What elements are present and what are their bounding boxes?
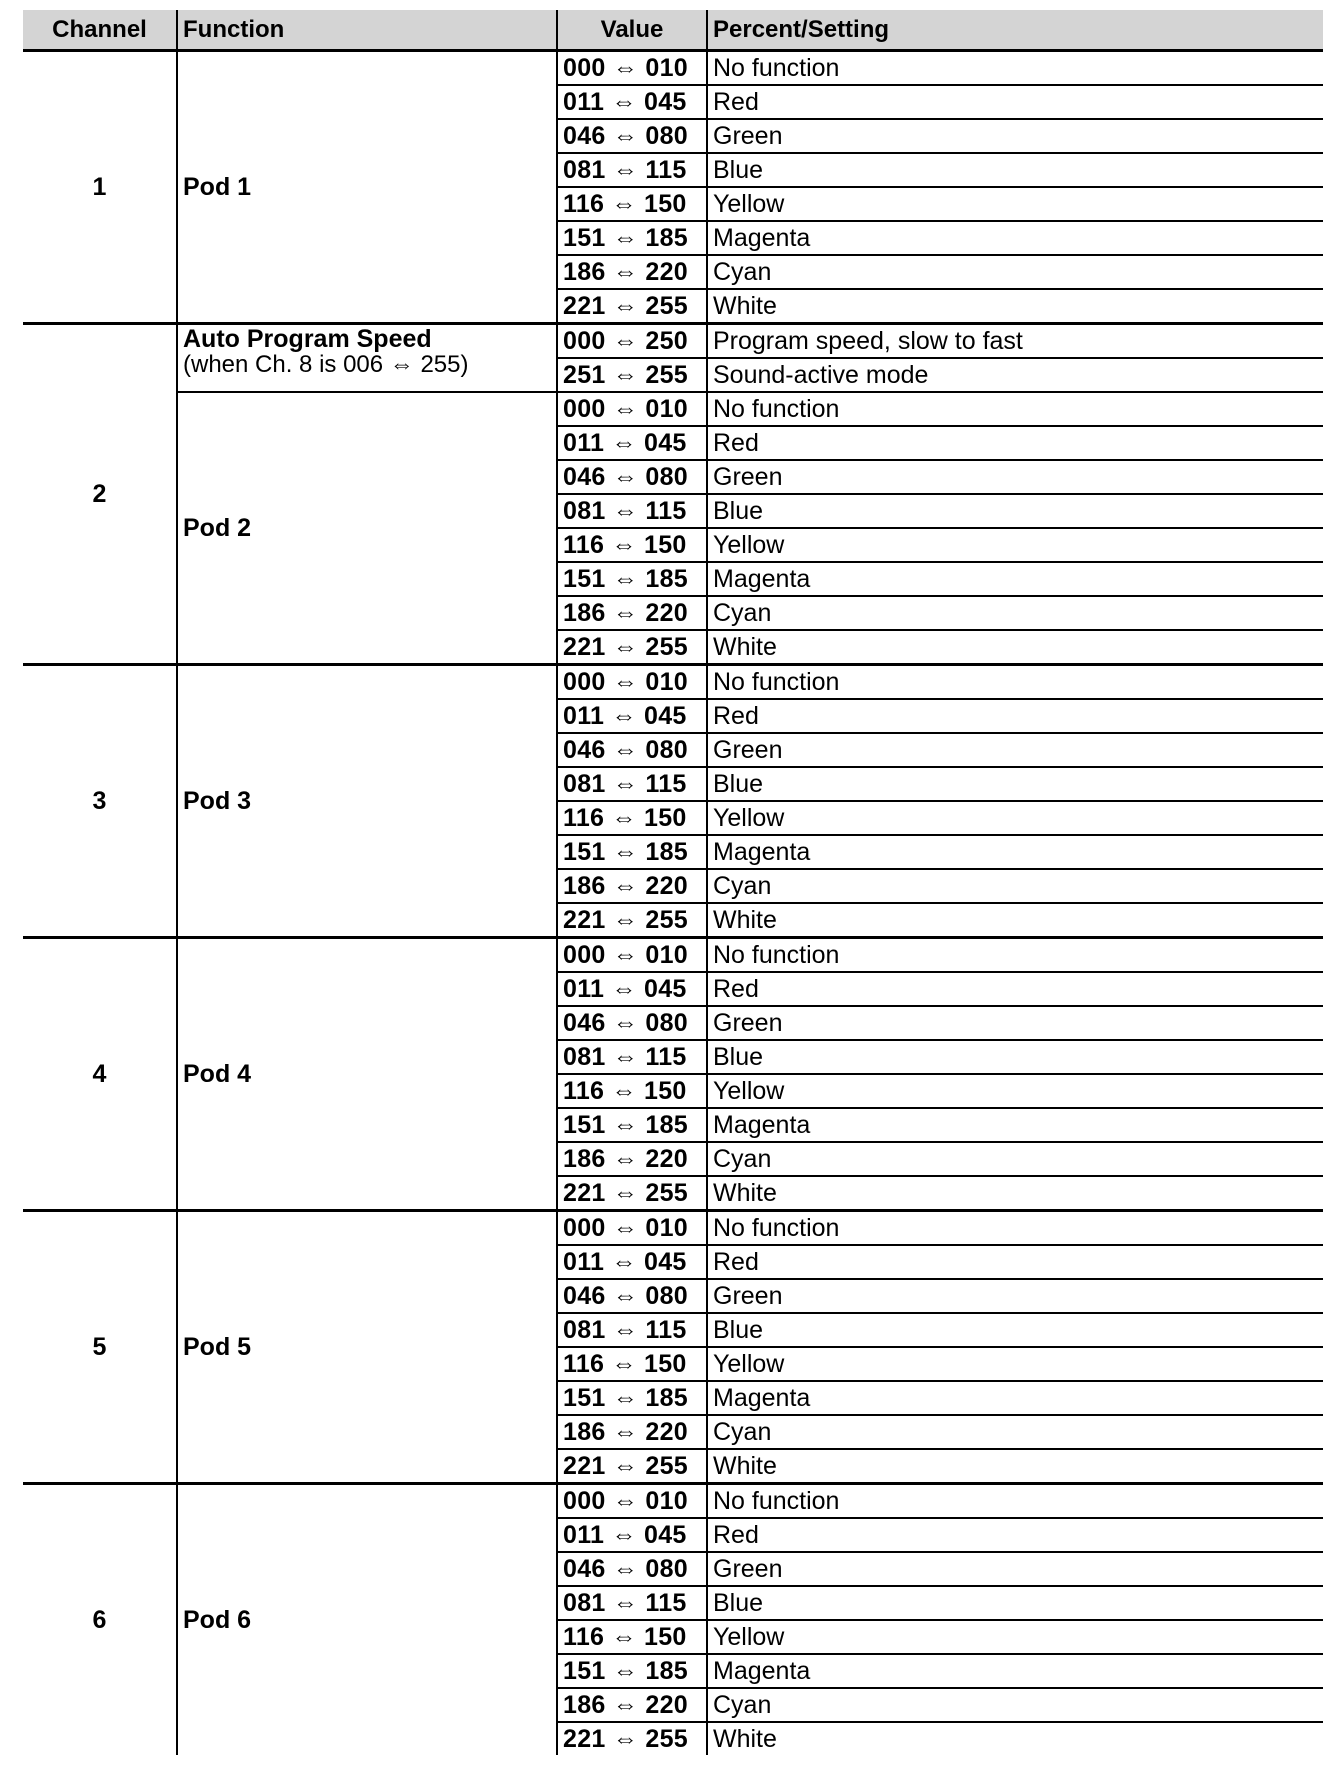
dmx-value-range: 151 ⇔ 185 [557,562,707,596]
function-cell [177,938,557,1211]
percent-setting: Blue [707,1040,1323,1074]
dmx-value-range: 081 ⇔ 115 [557,494,707,528]
dmx-value-range: 081 ⇔ 115 [557,1040,707,1074]
percent-setting: Red [707,699,1323,733]
table-body [23,51,1323,1756]
channel-number: 1 [23,51,177,324]
percent-setting: Cyan [707,1415,1323,1449]
dmx-value-range: 011 ⇔ 045 [557,85,707,119]
dmx-value-range: 000 ⇔ 010 [557,1211,707,1246]
dmx-value-range: 186 ⇔ 220 [557,255,707,289]
dmx-value-range: 046 ⇔ 080 [557,1279,707,1313]
dmx-value-range: 116 ⇔ 150 [557,187,707,221]
table-header [23,10,1323,51]
percent-setting: Green [707,460,1323,494]
percent-setting: White [713,291,777,320]
percent-setting: Magenta [707,562,1323,596]
dmx-value-range: 000 ⇔ 010 [557,392,707,426]
dmx-value-range: 116 ⇔ 150 [557,1620,707,1654]
percent-setting: Magenta [707,221,1323,255]
dmx-value-range: 151 ⇔ 185 [557,221,707,255]
table-row [23,1484,1323,1519]
dmx-value-range: 081 ⇔ 115 [557,767,707,801]
channel-number: 5 [23,1211,177,1484]
percent-setting: Yellow [707,801,1323,835]
dmx-value-range: 221 ⇔ 255 [557,289,707,324]
dmx-value-range: 186 ⇔ 220 [557,869,707,903]
dmx-value-range: 046 ⇔ 080 [557,733,707,767]
percent-setting: No function [707,665,1323,700]
header-value: Value [557,10,707,51]
dmx-value-range: 221 ⇔ 255 [557,1176,707,1211]
percent-setting: White [713,905,777,934]
function-cell [177,51,557,324]
dmx-value-range: 151 ⇔ 185 [557,1108,707,1142]
percent-setting: Magenta [707,835,1323,869]
function-title: Pod 2 [183,514,252,542]
dmx-value-range: 151 ⇔ 185 [557,1381,707,1415]
function-cell [177,665,557,938]
dmx-value-range: 000 ⇔ 010 [557,938,707,973]
percent-setting: White [713,1178,777,1207]
percent-setting: Red [707,426,1323,460]
percent-setting: Yellow [707,1074,1323,1108]
dmx-value-range: 251 ⇔ 255 [557,358,707,392]
channel-number: 3 [23,665,177,938]
dmx-value-range: 221 ⇔ 255 [557,1722,707,1755]
dmx-value-range: 000 ⇔ 250 [557,324,707,359]
function-cell [177,1484,557,1756]
percent-setting: Cyan [707,596,1323,630]
dmx-value-range: 000 ⇔ 010 [557,1484,707,1519]
percent-setting: White [713,632,777,661]
function-cell [177,1211,557,1484]
header-row [23,10,1323,51]
percent-setting: Yellow [707,528,1323,562]
header-function: Function [177,10,557,51]
dmx-value-range: 046 ⇔ 080 [557,1006,707,1040]
dmx-value-range: 011 ⇔ 045 [557,699,707,733]
dmx-value-range: 186 ⇔ 220 [557,596,707,630]
dmx-value-range: 151 ⇔ 185 [557,835,707,869]
percent-setting: Red [707,1518,1323,1552]
percent-setting: Green [707,1279,1323,1313]
percent-setting: No function [707,51,1323,86]
function-title: Pod 5 [183,1333,252,1361]
dmx-value-range: 221 ⇔ 255 [557,903,707,938]
dmx-value-range: 046 ⇔ 080 [557,119,707,153]
dmx-value-range: 011 ⇔ 045 [557,426,707,460]
dmx-value-range: 046 ⇔ 080 [557,460,707,494]
dmx-value-range: 046 ⇔ 080 [557,1552,707,1586]
dmx-value-range: 116 ⇔ 150 [557,1074,707,1108]
percent-setting: Magenta [707,1108,1323,1142]
percent-setting: No function [707,938,1323,973]
percent-setting: Red [707,85,1323,119]
percent-setting: Blue [707,153,1323,187]
channel-number: 4 [23,938,177,1211]
percent-setting: Cyan [707,1688,1323,1722]
percent-setting: Program speed, slow to fast [707,324,1323,359]
percent-setting: Cyan [707,1142,1323,1176]
percent-setting: Yellow [707,1347,1323,1381]
dmx-value-range: 116 ⇔ 150 [557,1347,707,1381]
dmx-value-range: 186 ⇔ 220 [557,1142,707,1176]
percent-setting: Green [707,733,1323,767]
percent-setting: No function [707,392,1323,426]
channel-number: 6 [23,1484,177,1756]
dmx-value-range: 000 ⇔ 010 [557,665,707,700]
function-cell [177,324,557,393]
percent-setting: White [713,1724,777,1753]
percent-setting: Blue [707,1586,1323,1620]
percent-setting: Blue [707,1313,1323,1347]
dmx-value-range: 221 ⇔ 255 [557,1449,707,1484]
table-row [23,1211,1323,1246]
function-title: Auto Program Speed [183,325,432,353]
table-row [23,392,1323,426]
percent-setting: Magenta [707,1654,1323,1688]
dmx-value-range: 151 ⇔ 185 [557,1654,707,1688]
percent-setting: Blue [707,494,1323,528]
percent-setting: Red [707,1245,1323,1279]
percent-setting: Sound-active mode [707,358,1323,392]
dmx-value-range: 186 ⇔ 220 [557,1688,707,1722]
header-percent-setting: Percent/Setting [707,10,1323,51]
dmx-value-range: 081 ⇔ 115 [557,1586,707,1620]
function-title: Pod 6 [183,1606,252,1634]
percent-setting: Green [707,119,1323,153]
channel-number: 2 [23,324,177,665]
percent-setting: No function [707,1211,1323,1246]
percent-setting: Yellow [707,1620,1323,1654]
dmx-value-range: 011 ⇔ 045 [557,1518,707,1552]
dmx-value-range: 081 ⇔ 115 [557,153,707,187]
percent-setting: Magenta [707,1381,1323,1415]
percent-setting: No function [707,1484,1323,1519]
dmx-value-range: 000 ⇔ 010 [557,51,707,86]
function-title: Pod 4 [183,1060,252,1088]
table-row [23,324,1323,359]
percent-setting: Green [707,1552,1323,1586]
dmx-value-range: 011 ⇔ 045 [557,1245,707,1279]
percent-setting: Yellow [707,187,1323,221]
dmx-value-range: 081 ⇔ 115 [557,1313,707,1347]
table-row [23,665,1323,700]
dmx-channel-table [23,10,1323,1755]
table-row [23,51,1323,86]
percent-setting: Red [707,972,1323,1006]
percent-setting: Cyan [707,869,1323,903]
dmx-value-range: 116 ⇔ 150 [557,801,707,835]
percent-setting: Green [707,1006,1323,1040]
table-row [23,938,1323,973]
function-cell [177,392,557,665]
dmx-value-range: 116 ⇔ 150 [557,528,707,562]
percent-setting: White [713,1451,777,1480]
percent-setting: Blue [707,767,1323,801]
percent-setting: Cyan [707,255,1323,289]
dmx-value-range: 221 ⇔ 255 [557,630,707,665]
header-channel: Channel [23,10,177,51]
function-note: (when Ch. 8 is 006 ⇔ 255) [183,351,469,378]
dmx-value-range: 186 ⇔ 220 [557,1415,707,1449]
function-title: Pod 3 [183,787,252,815]
function-title: Pod 1 [183,173,252,201]
dmx-value-range: 011 ⇔ 045 [557,972,707,1006]
